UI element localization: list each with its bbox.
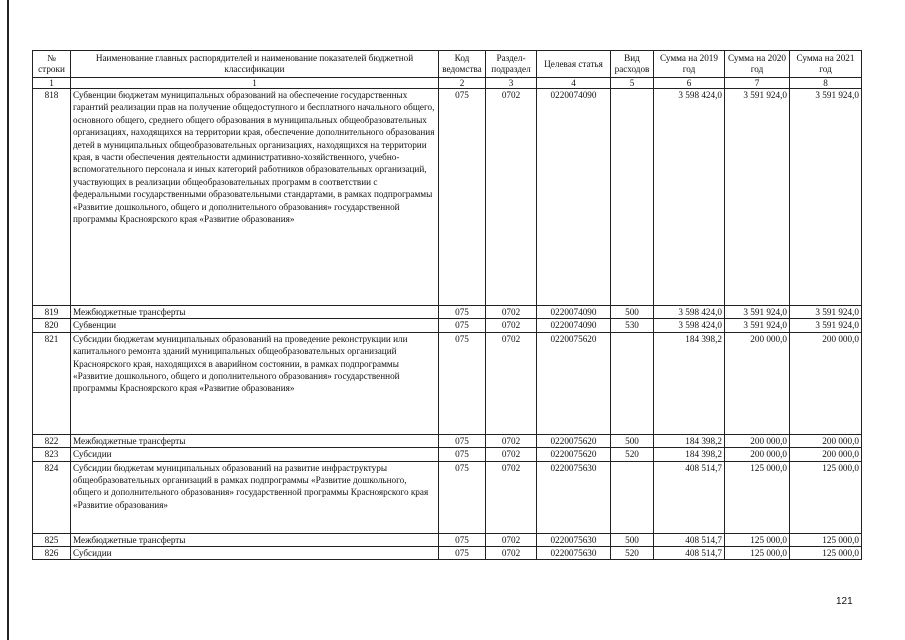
column-number: 7 xyxy=(725,78,790,89)
row-dept-code: 075 xyxy=(439,319,486,332)
row-number: 824 xyxy=(33,461,71,533)
row-sum-2020: 3 591 924,0 xyxy=(725,89,790,306)
row-section: 0702 xyxy=(486,533,537,546)
row-number: 826 xyxy=(33,547,71,560)
row-section: 0702 xyxy=(486,332,537,434)
table-row xyxy=(33,547,862,560)
row-sum-2021: 3 591 924,0 xyxy=(790,319,862,332)
header-name: Наименование главных распорядителей и наименование показателей бюджетной классификации xyxy=(71,51,439,78)
row-name: Межбюджетные трансферты xyxy=(71,434,439,447)
row-target: 0220075630 xyxy=(537,533,611,546)
row-sum-2020: 3 591 924,0 xyxy=(725,319,790,332)
column-number: 3 xyxy=(486,78,537,89)
row-exp-type: 530 xyxy=(611,319,654,332)
row-exp-type xyxy=(611,89,654,306)
header-exp-type: Вид расходов xyxy=(611,51,654,78)
row-sum-2019: 3 598 424,0 xyxy=(654,89,725,306)
row-target: 0220075620 xyxy=(537,448,611,461)
row-dept-code: 075 xyxy=(439,332,486,434)
header-sum-2021: Сумма на 2021 год xyxy=(790,51,862,78)
row-sum-2021: 125 000,0 xyxy=(790,533,862,546)
row-name: Межбюджетные трансферты xyxy=(71,533,439,546)
row-name: Межбюджетные трансферты xyxy=(71,306,439,319)
row-target: 0220075620 xyxy=(537,332,611,434)
row-sum-2019: 184 398,2 xyxy=(654,332,725,434)
row-name: Субвенции xyxy=(71,319,439,332)
row-number: 825 xyxy=(33,533,71,546)
row-name: Субвенции бюджетам муниципальных образований на обеспечение государственных гарантий реализации прав на получение общедоступного и бесплатного начального общего, основного общего, среднего общего образования в муниципальных общеобразовательных организациях, находящихся на территории края, обеспечение дополнительного образования детей в муниципальных общеобразовательных организациях, находящихся на территории края, в части обеспечения деятельности административно-хозяйственного, учебно-вспомогательного персонала и иных категорий работников образовательных организаций, участвующих в реализации общеобразовательных программ в соответствии с федеральными государственными образовательными стандартами, в рамках подпрограммы «Развитие дошкольного, общего и дополнительного образования» государственной программы Красноярского края «Развитие образования» xyxy=(71,89,439,306)
row-dept-code: 075 xyxy=(439,461,486,533)
row-name: Субсидии xyxy=(71,448,439,461)
row-sum-2020: 3 591 924,0 xyxy=(725,306,790,319)
row-target: 0220074090 xyxy=(537,89,611,306)
row-number: 818 xyxy=(33,89,71,306)
row-sum-2019: 408 514,7 xyxy=(654,547,725,560)
row-dept-code: 075 xyxy=(439,434,486,447)
row-sum-2020: 125 000,0 xyxy=(725,547,790,560)
row-dept-code: 075 xyxy=(439,448,486,461)
column-number: 5 xyxy=(611,78,654,89)
table-row xyxy=(33,461,862,533)
column-number: 6 xyxy=(654,78,725,89)
row-dept-code: 075 xyxy=(439,533,486,546)
row-target: 0220074090 xyxy=(537,306,611,319)
row-section: 0702 xyxy=(486,319,537,332)
header-section: Раздел-подраздел xyxy=(486,51,537,78)
row-sum-2019: 3 598 424,0 xyxy=(654,306,725,319)
row-dept-code: 075 xyxy=(439,306,486,319)
row-name: Субсидии бюджетам муниципальных образований на проведение реконструкции или капитального ремонта зданий муниципальных общеобразовательных организаций Красноярского края, находящихся в аварийном состоянии, в рамках подпрограммы «Развитие дошкольного, общего и дополнительного образования» государственной программы Красноярского края «Развитие образования» xyxy=(71,332,439,434)
row-exp-type: 500 xyxy=(611,533,654,546)
row-sum-2021: 200 000,0 xyxy=(790,434,862,447)
column-number: 8 xyxy=(790,78,862,89)
table-row xyxy=(33,89,862,306)
row-section: 0702 xyxy=(486,434,537,447)
header-sum-2020: Сумма на 2020 год xyxy=(725,51,790,78)
table-row xyxy=(33,533,862,546)
row-number: 823 xyxy=(33,448,71,461)
row-number: 820 xyxy=(33,319,71,332)
row-sum-2021: 3 591 924,0 xyxy=(790,306,862,319)
table-row xyxy=(33,332,862,434)
row-dept-code: 075 xyxy=(439,547,486,560)
row-sum-2020: 125 000,0 xyxy=(725,533,790,546)
row-exp-type: 500 xyxy=(611,306,654,319)
row-target: 0220075620 xyxy=(537,434,611,447)
column-number: 1 xyxy=(71,78,439,89)
row-sum-2021: 3 591 924,0 xyxy=(790,89,862,306)
row-sum-2020: 200 000,0 xyxy=(725,448,790,461)
header-dept-code: Код ведомства xyxy=(439,51,486,78)
row-target: 0220075630 xyxy=(537,461,611,533)
column-number: 4 xyxy=(537,78,611,89)
row-number: 819 xyxy=(33,306,71,319)
page-binding-line xyxy=(7,0,9,640)
table-row xyxy=(33,306,862,319)
row-section: 0702 xyxy=(486,306,537,319)
row-sum-2021: 200 000,0 xyxy=(790,448,862,461)
row-exp-type: 520 xyxy=(611,547,654,560)
row-sum-2021: 125 000,0 xyxy=(790,547,862,560)
page-number: 121 xyxy=(836,596,853,607)
header-row-no: № строки xyxy=(33,51,71,78)
table-row xyxy=(33,448,862,461)
row-name: Субсидии бюджетам муниципальных образований на развитие инфраструктуры общеобразовательных организаций в рамках подпрограммы «Развитие дошкольного, общего и дополнительного образования» государственной программы Красноярского края «Развитие образования» xyxy=(71,461,439,533)
row-section: 0702 xyxy=(486,448,537,461)
column-number: 1 xyxy=(33,78,71,89)
row-sum-2019: 184 398,2 xyxy=(654,434,725,447)
row-target: 0220074090 xyxy=(537,319,611,332)
row-dept-code: 075 xyxy=(439,89,486,306)
budget-table xyxy=(32,50,862,560)
row-sum-2020: 200 000,0 xyxy=(725,332,790,434)
row-number: 821 xyxy=(33,332,71,434)
row-sum-2021: 125 000,0 xyxy=(790,461,862,533)
row-name: Субсидии xyxy=(71,547,439,560)
row-number: 822 xyxy=(33,434,71,447)
row-exp-type xyxy=(611,332,654,434)
header-sum-2019: Сумма на 2019 год xyxy=(654,51,725,78)
header-target: Целевая статья xyxy=(537,51,611,78)
row-sum-2019: 408 514,7 xyxy=(654,461,725,533)
row-sum-2021: 200 000,0 xyxy=(790,332,862,434)
table-row xyxy=(33,434,862,447)
table-row xyxy=(33,319,862,332)
row-sum-2020: 200 000,0 xyxy=(725,434,790,447)
row-target: 0220075630 xyxy=(537,547,611,560)
row-sum-2019: 3 598 424,0 xyxy=(654,319,725,332)
row-section: 0702 xyxy=(486,89,537,306)
column-number: 2 xyxy=(439,78,486,89)
row-section: 0702 xyxy=(486,547,537,560)
row-exp-type: 500 xyxy=(611,434,654,447)
row-sum-2020: 125 000,0 xyxy=(725,461,790,533)
row-section: 0702 xyxy=(486,461,537,533)
row-exp-type: 520 xyxy=(611,448,654,461)
row-exp-type xyxy=(611,461,654,533)
row-sum-2019: 408 514,7 xyxy=(654,533,725,546)
row-sum-2019: 184 398,2 xyxy=(654,448,725,461)
